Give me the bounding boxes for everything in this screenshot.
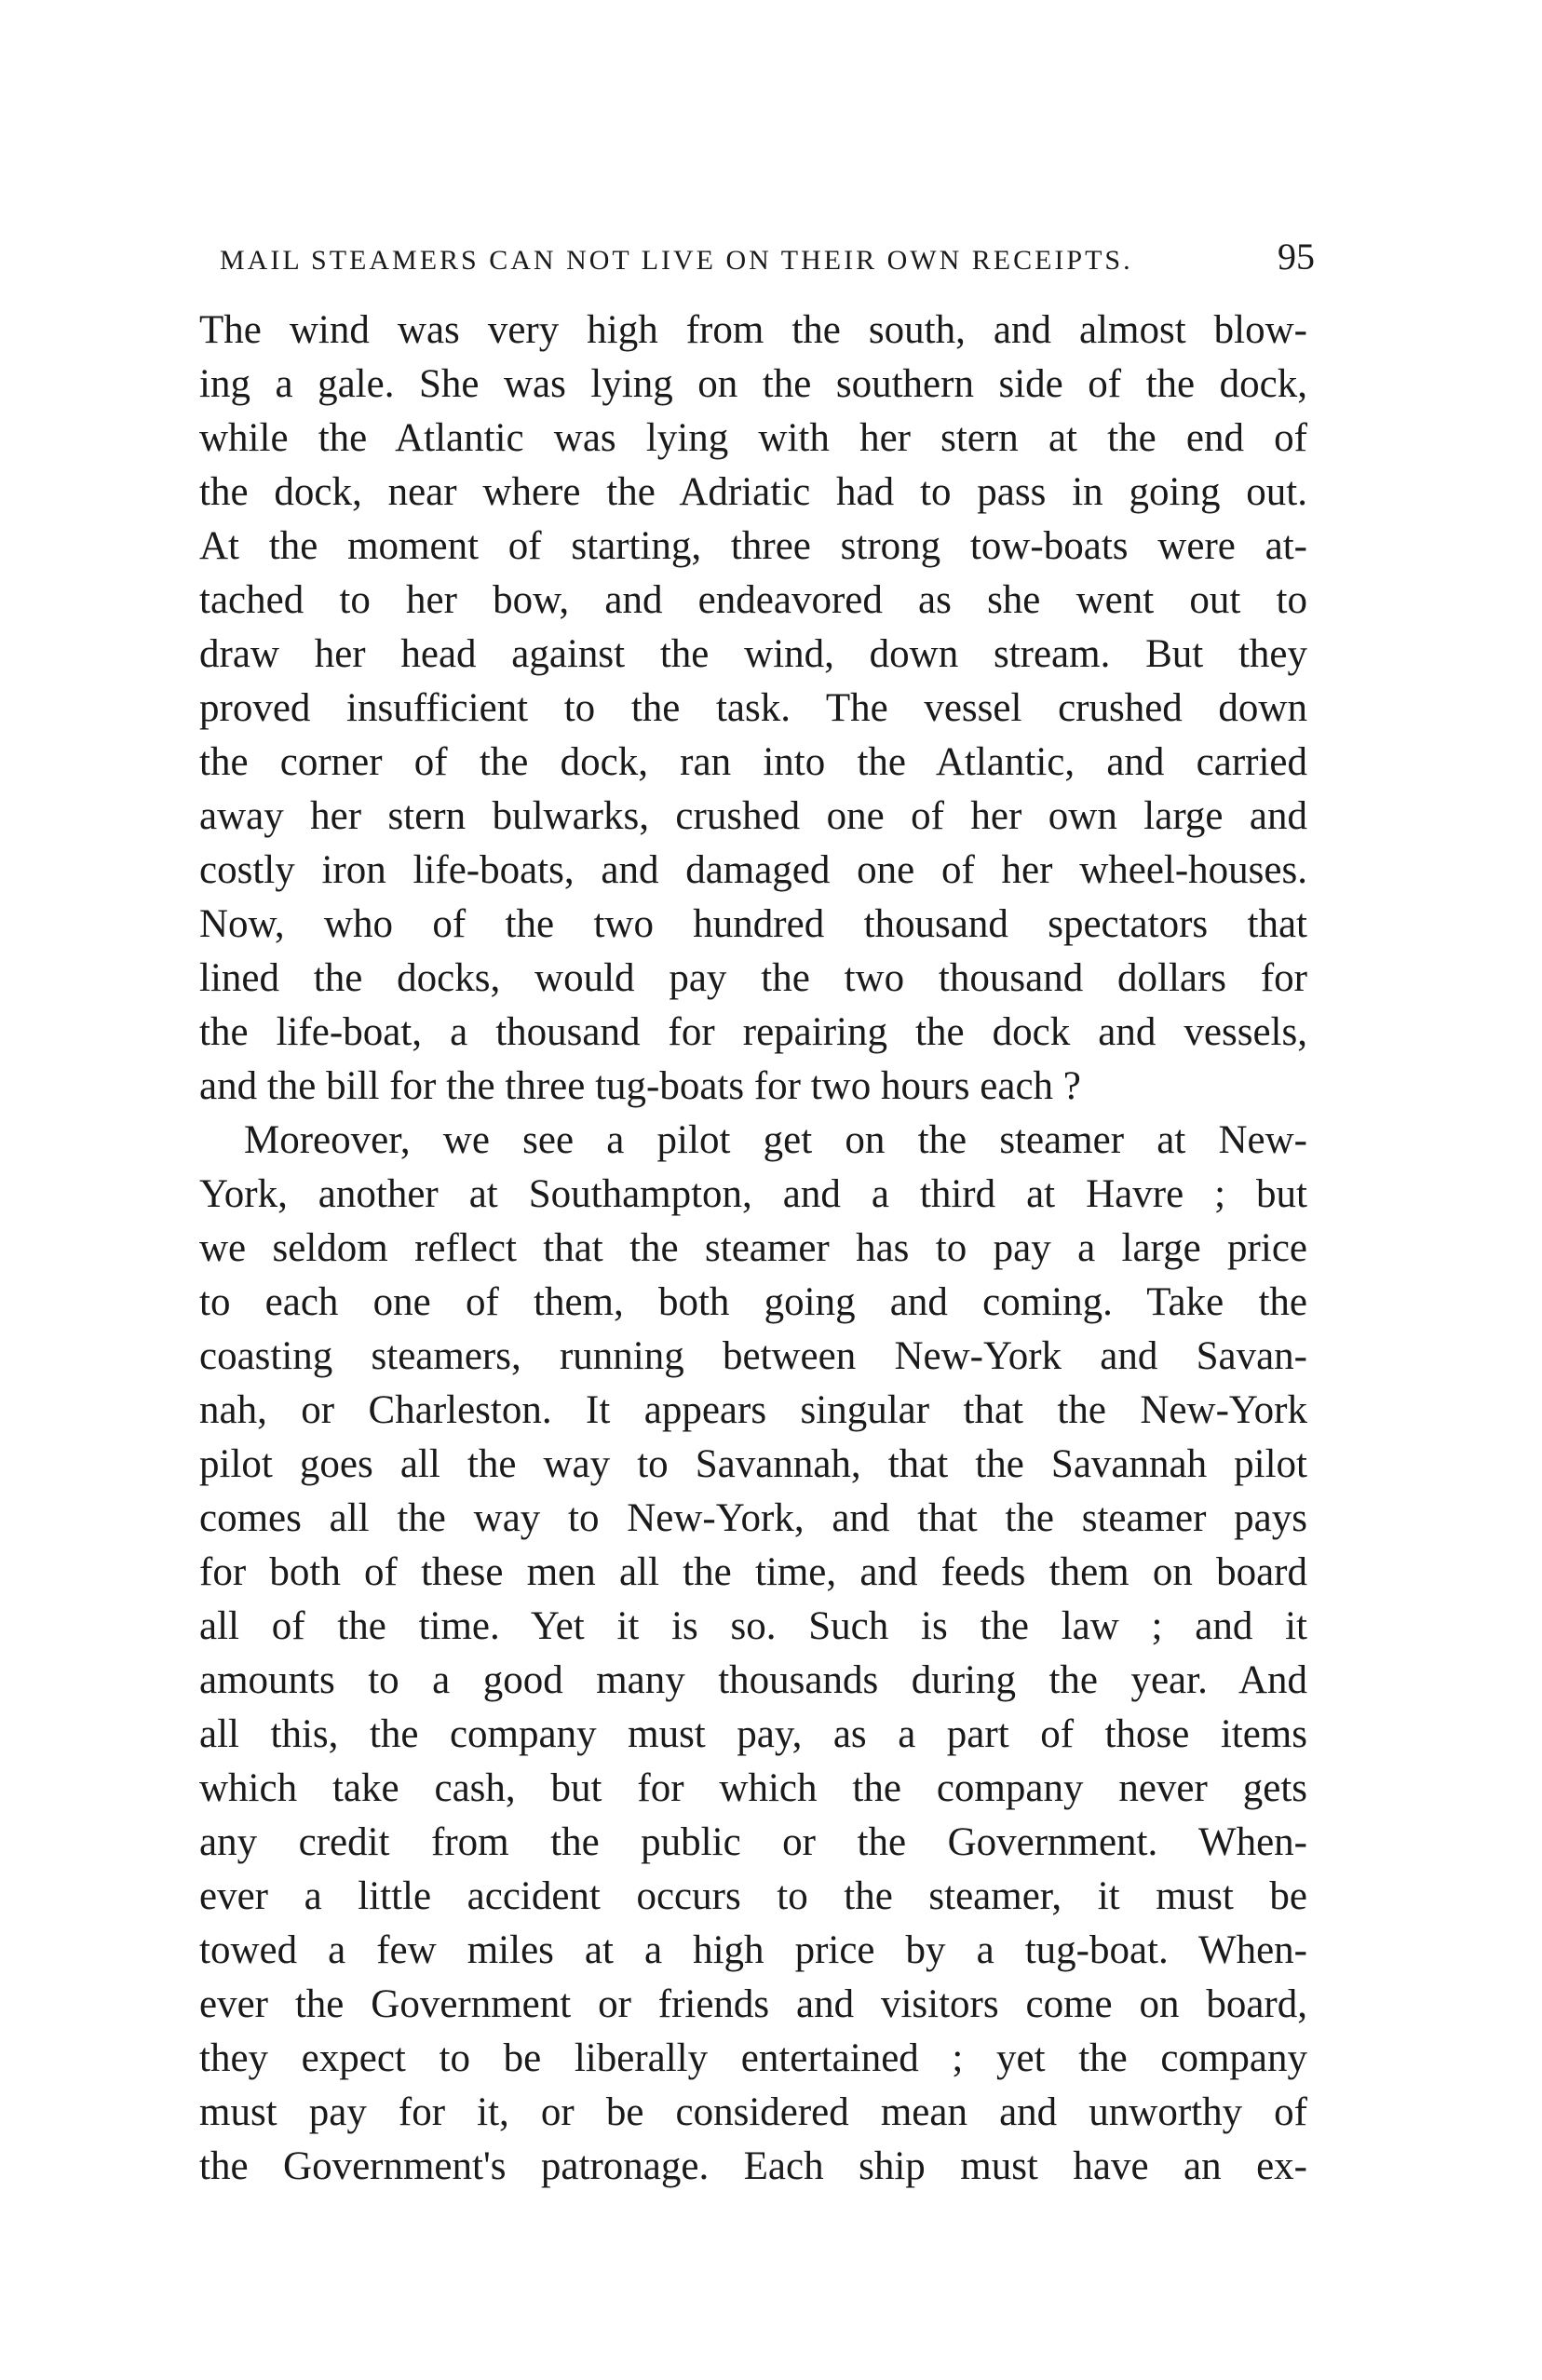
text-line: must pay for it, or be considered mean and unworthy of: [199, 2090, 1307, 2134]
text-line: tached to her bow, and endeavored as she went out to: [199, 578, 1307, 622]
text-line: ever the Government or friends and visitors come on board,: [199, 1982, 1307, 2026]
text-line: for both of these men all the time, and feeds them on board: [199, 1550, 1307, 1594]
text-line: all of the time. Yet it is so. Such is the law ; and it: [199, 1604, 1307, 1648]
text-line: which take cash, but for which the company never gets: [199, 1766, 1307, 1810]
text-line: they expect to be liberally entertained ; yet the company: [199, 2036, 1307, 2080]
text-line: away her stern bulwarks, crushed one of her own large and: [199, 794, 1307, 838]
text-line: nah, or Charleston. It appears singular that the New-York: [199, 1388, 1307, 1432]
text-line: proved insufficient to the task. The vessel crushed down: [199, 686, 1307, 730]
text-line: comes all the way to New-York, and that the steamer pays: [199, 1496, 1307, 1540]
text-line: ing a gale. She was lying on the southern side of the dock,: [199, 362, 1307, 406]
text-line: the Government's patronage. Each ship must have an ex-: [199, 2144, 1307, 2188]
text-line: while the Atlantic was lying with her stern at the end of: [199, 416, 1307, 460]
text-line: amounts to a good many thousands during the year. And: [199, 1658, 1307, 1702]
text-line: any credit from the public or the Government. When-: [199, 1820, 1307, 1864]
body-text: [199, 304, 1307, 2194]
text-line: costly iron life-boats, and damaged one of her wheel-houses.: [199, 848, 1307, 892]
text-line: draw her head against the wind, down stream. But they: [199, 632, 1307, 676]
paragraph-start-line: Moreover, we see a pilot get on the steamer at New-: [244, 1118, 1307, 1162]
text-line: coasting steamers, running between New-York and Savan-: [199, 1334, 1307, 1378]
text-line: York, another at Southampton, and a third at Havre ; but: [199, 1172, 1307, 1216]
text-line: ever a little accident occurs to the steamer, it must be: [199, 1874, 1307, 1918]
text-line: Now, who of the two hundred thousand spectators that: [199, 902, 1307, 946]
text-line: all this, the company must pay, as a part of those items: [199, 1712, 1307, 1756]
page-number: 95: [1278, 236, 1315, 277]
text-line: At the moment of starting, three strong tow-boats were at-: [199, 524, 1307, 568]
text-line: towed a few miles at a high price by a tug-boat. When-: [199, 1928, 1307, 1972]
running-title: MAIL STEAMERS CAN NOT LIVE ON THEIR OWN RECEIPTS.: [220, 245, 1133, 276]
text-line: the corner of the dock, ran into the Atlantic, and carried: [199, 740, 1307, 784]
text-line: the dock, near where the Adriatic had to pass in going out.: [199, 470, 1307, 514]
text-line: The wind was very high from the south, and almost blow-: [199, 308, 1307, 352]
text-line: lined the docks, would pay the two thousand dollars for: [199, 956, 1307, 1000]
text-line: to each one of them, both going and coming. Take the: [199, 1280, 1307, 1324]
running-head: [220, 235, 1315, 281]
text-line: pilot goes all the way to Savannah, that the Savannah pilot: [199, 1442, 1307, 1486]
text-line: and the bill for the three tug-boats for two hours each ?: [199, 1064, 1081, 1108]
text-line: the life-boat, a thousand for repairing the dock and vessels,: [199, 1010, 1307, 1054]
text-line: we seldom reflect that the steamer has to pay a large price: [199, 1226, 1307, 1270]
